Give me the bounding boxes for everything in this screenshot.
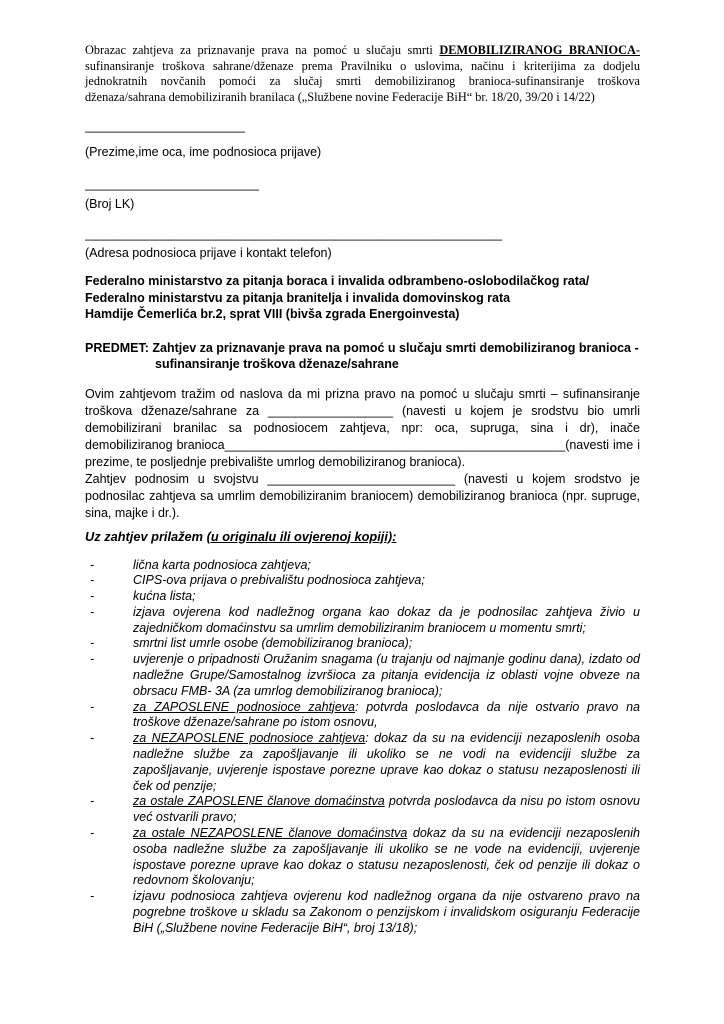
request-paragraph-2: Zahtjev podnosim u svojstvu ___________________________ (navesti u kojem srodstvo je podnosilac zahtjeva sa umrlim demobiliziranim braniocem) demobiliziranog branioca (npr. supruge, sina, majke i dr.).: [85, 471, 640, 520]
id-number-blank-line: _________________________: [85, 177, 259, 191]
attachment-list-item: [85, 700, 640, 732]
text-segment: CIPS-ova prijava o prebivalištu podnosioca zahtjeva;: [133, 573, 425, 588]
applicant-name-blank-line: _______________________: [85, 119, 245, 133]
attachment-list-item: [85, 731, 640, 794]
text-segment: dokaz da su na evidenciji nezaposlenih osoba nadležne službe za zapošljavanje ili ukoliko se ne vode na evidenciji, uvjerenje ispostave porezne uprave kao dokaz o statusu nezaposlenosti, ček od penzije ili dokaz o redovnom školovanju;: [133, 826, 640, 888]
subject-label: PREDMET:: [85, 340, 149, 355]
attachment-item-text: [133, 700, 640, 732]
subject-line: [85, 340, 640, 373]
attachment-item-text: [133, 652, 640, 699]
attachments-list: [85, 558, 640, 937]
dash-bullet: -: [90, 573, 95, 588]
text-segment: uvjerenje o pripadnosti Oružanim snagama (u trajanju od najmanje godinu dana), izdato od nadležne Grupe/Samostalnog izvršioca za pitanja evidencija iz oblasti vojne obveze na obrsacu FMB- 3A (za umrlog demobiliziranog branioca);: [133, 652, 640, 698]
text-segment: za ZAPOSLENE podnosioce zahtjeva: [133, 699, 355, 714]
attachment-list-item: [85, 652, 640, 699]
attachment-list-item: [85, 826, 640, 889]
text-segment: : dokaz da su na evidenciji nezaposlenih osoba nadležne službe za zapošljavanje ili ukoliko se ne vodi na evidenciji službe za zapošljavanje, uvjerenje ispostave porezne uprave kao dokaz o statusu nezaposlenosti ili ček od penzije;: [133, 731, 640, 793]
text-segment: izjavu podnosioca zahtjeva ovjerenu kod nadležnog organa da nije ostvareno pravo na pogrebne troškove u skladu sa Zakonom o penzijskom i invalidskom osiguranju Federacije BiH („Službene novine Federacije BiH“, broj 13/18);: [133, 889, 640, 935]
dash-bullet: -: [90, 589, 95, 604]
attachment-item-text: [133, 636, 640, 652]
attachment-item-text: [133, 573, 640, 589]
text-segment: (u originalu ili ovjerenoj kopiji):: [206, 528, 397, 544]
recipient-line-address: Hamdije Čemerlića br.2, sprat VIII (bivša zgrada Energoinvesta): [85, 307, 460, 321]
text-segment: DEMOBILIZIRANOG BRANIOCA-: [439, 43, 640, 57]
attachments-heading: [85, 528, 640, 545]
text-segment: za NEZAPOSLENE podnosioce zahtjeva: [133, 731, 366, 746]
text-segment: lična karta podnosioca zahtjeva;: [133, 557, 311, 572]
text-segment: smrtni list umrle osobe (demobiliziranog branioca);: [133, 636, 413, 651]
dash-bullet: -: [90, 557, 95, 572]
attachment-list-item: [85, 605, 640, 637]
form-title: [85, 43, 640, 105]
dash-bullet: -: [90, 636, 95, 651]
dash-bullet: -: [90, 794, 95, 809]
attachment-item-text: [133, 605, 640, 637]
attachment-item-text: [133, 731, 640, 794]
dash-bullet: -: [90, 889, 95, 904]
request-paragraph-1: Ovim zahtjevom tražim od naslova da mi prizna pravo na pomoć u slučaju smrti – sufinansiranje troškova dženaze/sahrane za __________________ (navesti u kojem je srodstvu bio umrli demobilizirani branilac sa podnosiocem zahtjeva, npr: oca, supruga, sina i dr), inače demobiliziranog branioca_________________________________________________(navesti ime i prezime, te posljednje prebivalište umrlog demobiliziranog branioca).: [85, 386, 640, 469]
recipient-line-ministry-federal: Federalno ministarstvo za pitanja boraca i invalida odbrambeno-oslobodilačkog rata/: [85, 274, 590, 288]
address-blank-line: ____________________________________________________________: [85, 227, 503, 241]
text-segment: Uz zahtjev prilažem: [85, 528, 207, 544]
dash-bullet: -: [90, 826, 95, 841]
text-segment: za ostale NEZAPOSLENE članove domaćinstva: [133, 826, 408, 841]
text-segment: Obrazac zahtjeva za priznavanje prava na pomoć u slučaju smrti: [85, 43, 440, 57]
dash-bullet: -: [90, 731, 95, 746]
dash-bullet: -: [90, 699, 95, 714]
text-segment: sufinansiranje troškova sahrane/dženaze prema Pravilniku o uslovima, načinu i kriterijima za dodjelu jednokratnih novčanih pomoći za slučaj smrti demobiliziranog branioca-sufinansiranje troškova dženaza/sahrana demobiliziranih branilaca („Službene novine Federacije BiH“ br. 18/20, 39/20 i 14/22): [85, 58, 640, 104]
text-segment: potvrda poslodavca da nisu po istom osnovu već ostvarili pravo;: [133, 794, 641, 825]
dash-bullet: -: [90, 604, 95, 619]
attachment-list-item: [85, 558, 640, 574]
id-number-label: (Broj LK): [85, 197, 135, 211]
attachment-item-text: [133, 794, 640, 826]
text-segment: : potvrda poslodavca da nije ostvario pravo na troškove dženaze/sahrane po istom osnovu,: [133, 699, 640, 730]
attachment-item-text: [133, 589, 640, 605]
recipient-block: [85, 273, 640, 323]
attachment-list-item: [85, 889, 640, 936]
attachment-list-item: [85, 589, 640, 605]
attachment-item-text: [133, 889, 640, 936]
text-segment: za ostale ZAPOSLENE članove domaćinstva: [133, 794, 385, 809]
attachment-item-text: [133, 558, 640, 574]
attachment-list-item: [85, 636, 640, 652]
applicant-name-label: (Prezime,ime oca, ime podnosioca prijave): [85, 145, 322, 159]
address-label: (Adresa podnosioca prijave i kontakt telefon): [85, 246, 332, 260]
attachment-list-item: [85, 573, 640, 589]
subject-text: Zahtjev za priznavanje prava na pomoć u slučaju smrti demobiliziranog branioca - sufinansiranje troškova dženaze/sahrane: [152, 340, 639, 371]
recipient-line-ministry-alt: Federalno ministarstvu za pitanja branitelja i invalida domovinskog rata: [85, 290, 511, 305]
attachment-item-text: [133, 826, 640, 889]
text-segment: kućna lista;: [133, 589, 196, 604]
dash-bullet: -: [90, 652, 95, 667]
attachment-list-item: [85, 794, 640, 826]
text-segment: izjava ovjerena kod nadležnog organa kao dokaz da je podnosilac zahtjeva živio u zajedničkom domaćinstvu sa umrlim demobiliziranim braniocem u momentu smrti;: [133, 604, 640, 635]
